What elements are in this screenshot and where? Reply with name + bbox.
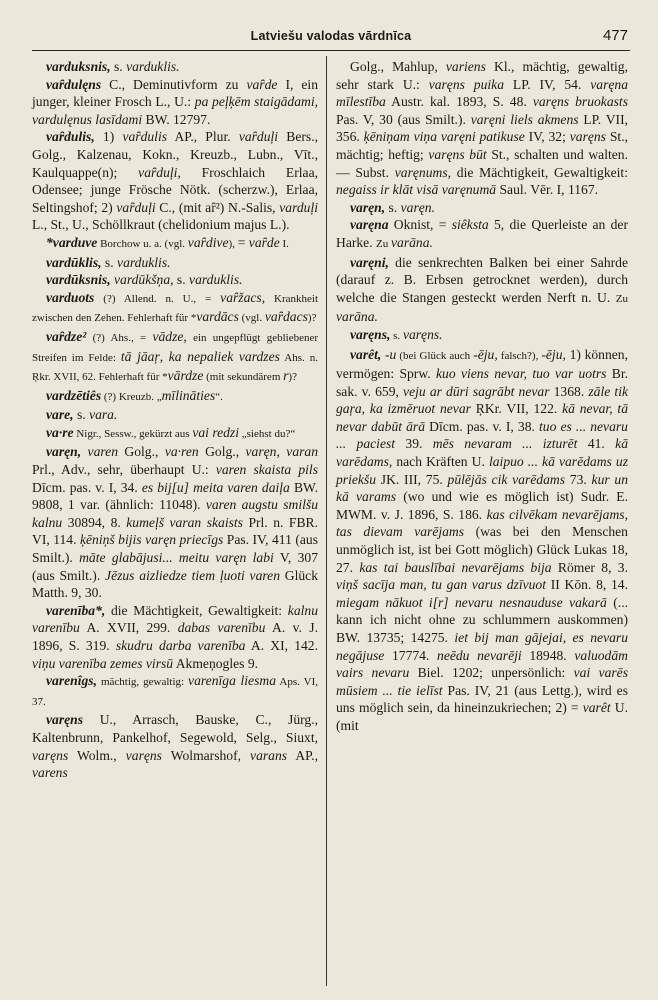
entry-text: BW. 12797. (142, 111, 211, 127)
example-text: kas tai bauslībai nevarējams bija (359, 559, 552, 575)
entry-text: Akmeņogles 9. (173, 655, 259, 671)
entry-text: Glück Matth. 9, 30. (32, 567, 319, 601)
example-text: zāle tik gaŗa, ka izmēruot nevar (336, 383, 628, 417)
entry-text: = (237, 234, 249, 250)
entry-text: L., St., U., Schöllkraut (chelidonium majus L.). (32, 217, 290, 233)
example-text: vai varēs mūsiem ... tie ielīst (336, 665, 629, 698)
dictionary-entry (32, 289, 318, 328)
dictionary-entry (32, 387, 318, 407)
dictionary-entry (336, 199, 628, 217)
entry-text: Prl., Adv., sehr, überhaupt U.: (32, 462, 216, 478)
entry-text: Br. sak. v. 659, (336, 366, 628, 399)
small-note: Ahs. n. Ŗkr. XVII, 62. Fehlerhaft für * (32, 351, 318, 384)
entry-text: BW. 9808, 1 var. (ähnlich: 11048). (32, 479, 319, 513)
small-note: )? (288, 371, 297, 384)
example-text: kur un kā varams (336, 471, 628, 505)
entry-text: Golg., (118, 444, 165, 460)
dictionary-entry (32, 672, 318, 711)
example-text: varêt (582, 700, 611, 716)
example-text: varen (87, 444, 118, 460)
headword: vaȓdulis, (46, 129, 95, 145)
example-text: negaiss ir klāt visā varęnumā (336, 182, 497, 198)
entry-text: Biel. 1202; unpersönlich: (409, 665, 574, 681)
example-text: vai redzi (192, 424, 240, 440)
small-note: Borchow u. a. (vgl. (97, 237, 188, 250)
entry-text: Wolmarshof, (161, 747, 251, 763)
example-text: variens (445, 59, 486, 74)
entry-text: AP., (287, 747, 318, 763)
entry-text: Wolm., (68, 747, 126, 763)
example-text: varenīga liesma (188, 673, 276, 689)
dictionary-entry (32, 406, 318, 424)
entry-text: ȓ² (211, 199, 220, 215)
entry-text: s. (385, 199, 401, 215)
small-note: ein ungepflügt gebliebener Streifen im Felde: (32, 331, 319, 364)
small-note: )? (307, 312, 317, 325)
entry-text: 39. (395, 436, 433, 452)
example-text: varduklis. (117, 254, 171, 270)
example-text: valuodām vairs nevaru (336, 647, 628, 681)
example-text: vardācs (196, 309, 239, 325)
small-note: mächtig, gewaltig: (96, 676, 189, 689)
entry-text: Froschlaich Erlaa, Odensee; junge Frösche Nötk. (scherzw.), Erlaa, Seltingshof; 2) (32, 164, 318, 215)
left-column (32, 58, 318, 782)
small-note: Zu (615, 292, 628, 305)
small-note: Aps. VI, 37. (32, 676, 318, 708)
example-text: kā nevar, tā nevar dabūt ārā (336, 401, 629, 434)
dictionary-entry (336, 346, 628, 735)
headword: vardzētiês (46, 387, 102, 403)
example-text: vaȓduļi (116, 199, 156, 215)
example-text: laipuo ... kā varēdams uz priekšu (336, 454, 628, 487)
entry-text: 18948. (521, 647, 575, 663)
example-text: varęni liels akmens (470, 111, 579, 127)
headword: varenîgs, (46, 673, 97, 689)
dictionary-entry (336, 58, 628, 199)
entry-text: (was bei den Menschen unmöglich ist, ist bei Gott möglich) Glück Lukas 18, 27. (336, 524, 628, 575)
entry-text: die Mächtigkeit, Gewaltigkeit: (451, 164, 628, 180)
headword: vare, (46, 407, 74, 423)
example-text: kā varēdams, (336, 436, 629, 470)
example-text: varans (250, 747, 288, 763)
entry-text: Dīcm. pas. v. I, 34. (32, 479, 142, 495)
example-text: kalnu varenību (32, 602, 318, 636)
dictionary-entry (336, 254, 628, 326)
example-text: varāna. (336, 309, 378, 325)
dictionary-entry (32, 128, 318, 234)
headword: vardūksnis, (46, 272, 111, 288)
example-text: Jēzus aizliedze tiem ļuoti varen (105, 567, 280, 583)
example-text: varęns (32, 747, 69, 763)
entry-text: AP., Plur. (167, 129, 239, 145)
dictionary-entry (32, 711, 318, 781)
example-text: varęns bruokasts (532, 94, 628, 110)
example-text: ķēniņam viņa varęni patikuse (363, 129, 525, 145)
example-text: varāna. (391, 234, 433, 250)
headword: vardūklis, (46, 254, 102, 270)
small-note: “. (215, 390, 223, 403)
example-text: viņš sacīja man, tu gan varus dzīvuot (336, 577, 547, 593)
entry-text: nach Kräften U. (392, 454, 489, 470)
example-text: siêksta (451, 217, 489, 233)
small-note: (mit sekundärem (203, 371, 284, 384)
entry-text: 73. (565, 471, 592, 487)
headword: varęna (350, 217, 389, 233)
entry-text: U., Arrasch, Bauske, C., Jürg., Kaltenbrunn, Pankelhof, Segewold, Selg., Siuxt, (32, 712, 318, 745)
small-note: Zu (376, 237, 391, 250)
example-text: varęns puika (428, 76, 505, 92)
example-text: pa peļķēm staigādami, vardulęnus lasīdami (32, 94, 319, 127)
dictionary-entry (32, 602, 318, 672)
dictionary-entry (32, 254, 318, 272)
example-text: varęna mīlestība (336, 76, 628, 110)
dictionary-entry (32, 271, 318, 289)
example-text: vardūkšņa, (114, 272, 174, 288)
entry-text: Kl., mächtig, gewaltig, sehr stark U.: (336, 59, 628, 92)
entry-text: V, 307 (aus Smilt.). (32, 550, 319, 583)
example-text: iet bij man gājejai, es nevaru negājuse (336, 630, 628, 663)
entry-text: ) N.-Salis, (219, 199, 280, 215)
small-note: „siehst du?“ (239, 427, 296, 440)
running-title: Latviešu valodas vārdnīca (250, 29, 412, 43)
entry-text: s. (73, 407, 90, 423)
entry-text: die Mächtigkeit, Gewaltigkeit: (105, 602, 288, 618)
small-note: Krankheit zwischen den Zehen. Fehlerhaft für * (32, 292, 319, 325)
headword: varduots (46, 289, 95, 305)
example-text: vādze, (152, 328, 187, 344)
entry-text: A. XVII, 299. (79, 620, 178, 636)
example-text: vaȓduļi, (138, 164, 181, 180)
entry-text: LP. IV, 54. (504, 76, 591, 92)
entry-text: Prl. n. FBR. VI, 114. (32, 514, 318, 548)
entry-text: Dīcm. pas. v. I, 38. (425, 418, 540, 434)
entry-text: 5, die Querleiste an der Harke. (336, 217, 628, 250)
headword: varęns, (350, 326, 391, 342)
example-text: viņu varenība zemes virsū (32, 655, 174, 671)
example-text: dabas varenību (177, 620, 266, 636)
entry-text: 1) können, vermögen: Sprw. (336, 346, 629, 382)
small-note: (?) Allend. n. U., = (94, 292, 221, 305)
example-text: māte glabājusi... meitu varęn labi (79, 550, 274, 566)
example-text: veju ar dūri sagrābt nevar (403, 383, 550, 399)
dictionary-entry (32, 424, 318, 444)
headword: vaȓdze² (46, 328, 87, 344)
example-text: mīlināties (161, 387, 216, 403)
entry-text: s. (101, 254, 118, 270)
example-text: vaȓdulis (122, 129, 168, 145)
headword: varenība*, (46, 602, 106, 618)
right-column (336, 58, 628, 735)
example-text: varens (32, 765, 68, 781)
small-note: (vgl. (238, 312, 265, 325)
example-text: vaȓdive (187, 234, 229, 250)
example-text: vaȓde (246, 76, 278, 92)
example-text: tā jāaŗ, ka nepaliek vardzes (120, 348, 280, 364)
entry-text: Pas. IV, 411 (aus Smilt.). (32, 532, 318, 566)
example-text: miegam nākuot i[r] nevaru nesnauduse vakarā (336, 594, 607, 610)
headword: varduksnis, (46, 59, 111, 74)
dictionary-entry (32, 443, 318, 601)
example-text: varen augstu smilšu kalnu (32, 497, 318, 530)
entry-text: St., schalten und walten. — Subst. (336, 146, 628, 180)
entry-text: A. XI, 142. (245, 638, 318, 653)
entry-text: JK. III, 75. (376, 471, 448, 487)
example-text: kumeļš varan skaists (126, 514, 243, 530)
entry-text: Golg., (198, 444, 246, 460)
headword: varęns (46, 712, 84, 728)
entry-text: s. (110, 59, 127, 74)
entry-text: Pas. IV, 21 (aus Lettg.), wird es uns möglich sein, da hineinzukriechen; 2) = (336, 682, 628, 716)
example-text: vara. (89, 407, 118, 423)
entry-text: 1) (94, 129, 123, 145)
example-text: varęns (569, 129, 606, 145)
small-note: (?) Ahs., = (86, 331, 153, 344)
page-number: 477 (602, 27, 628, 44)
example-text: skudru darba varenība (115, 638, 246, 653)
example-text: varęns (125, 747, 162, 763)
headword: varêt, (350, 346, 382, 362)
small-note: falsch?), (497, 349, 542, 362)
example-text: -u (385, 346, 397, 362)
dictionary-entry (336, 326, 628, 346)
entry-text: St., mächtig; heftig; (336, 129, 628, 162)
column-divider (326, 56, 327, 986)
headword: va·re (46, 424, 74, 440)
entry-text: Saul. Vēr. I, 1167. (496, 182, 599, 198)
entry-text: (... kann ich nicht ohne zu schlummern auskommen) BW. 13735; 14275. (336, 594, 628, 645)
example-text: vaȓduļi (238, 129, 279, 145)
example-text: vaȓžacs, (220, 289, 266, 305)
entry-text: IV, 32; (524, 129, 570, 145)
entry-text: 1368. (549, 383, 589, 399)
page-header (32, 26, 630, 51)
small-note: Nigr., Sessw., gekürzt aus (73, 427, 193, 440)
entry-text: Golg., Mahlup, (350, 59, 446, 74)
example-text: varęns būt (428, 146, 487, 162)
small-note: s. (390, 329, 403, 342)
example-text: -ēju, (541, 346, 566, 362)
example-text: kas cilvēkam nevarējams, tas dievam varējams (336, 506, 628, 540)
dictionary-entry (32, 328, 318, 387)
entry-text: Pas. V, 30 (aus Smilt.). (336, 111, 471, 127)
example-text: vaȓdacs (264, 309, 308, 325)
entry-text: U. (mit (336, 700, 628, 733)
headword: varęn, (350, 199, 386, 215)
entry-text: 17774. (384, 647, 438, 663)
example-text: varen skaista pils (215, 462, 318, 478)
headword: varęn, (46, 444, 82, 460)
entry-text: C., Deminutivform zu (101, 76, 247, 92)
small-note: (bei Glück auch (396, 349, 474, 362)
small-note: I. (279, 237, 289, 250)
entry-text: s. (173, 272, 190, 288)
example-text: varęn, varan (245, 444, 318, 460)
dictionary-entry (32, 234, 318, 254)
small-note: (?) Kreuzb. „ (101, 390, 162, 403)
entry-text: ŖKr. VII, 122. (470, 401, 563, 417)
entry-text: 30894, 8. (62, 514, 127, 530)
entry-text: C., (mit a (155, 199, 212, 215)
example-text: varduklis. (126, 59, 180, 74)
dictionary-entry (32, 58, 318, 76)
example-text: varęns. (402, 326, 443, 342)
entry-text: Römer 8, 3. (551, 559, 629, 575)
entry-text: (wo und wie es möglich ist) Sudr. E. MWM. v. J. 1896, S. 186. (336, 489, 628, 522)
headword: varęni, (350, 254, 389, 270)
entry-text: Oknist, = (388, 217, 452, 233)
entry-text: 41. (577, 436, 616, 452)
entry-text: die senkrechten Balken bei einer Sahrde (darauf z. B. Erbsen getrocknet werden), durch welche die Stangen gesteckt werden Nerft n. U. (336, 254, 628, 305)
entry-text: Bers., Golg., Kalzenau, Kokn., Kreuzb., Lubn., Vīt., Kaulquappe(n); (32, 129, 318, 180)
example-text: mēs nevaram ... izturēt (432, 436, 578, 452)
example-text: varęn. (400, 199, 435, 215)
example-text: ķēniņš bijis varęn priecīgs (79, 532, 224, 548)
example-text: neēdu nevarēji (437, 647, 522, 663)
headword: vaȓdulęns (46, 76, 102, 92)
example-text: varęnums, (394, 164, 452, 180)
small-note: ), (228, 237, 238, 250)
entry-text: LP. VII, 356. (336, 111, 628, 145)
example-text: -ēju, (473, 346, 498, 362)
example-text: es bij[u] meita varen daiļa (141, 479, 290, 495)
example-text: varduļi (279, 199, 318, 215)
example-text: r (283, 368, 289, 384)
example-text: pūlējās cik varēdams (447, 471, 566, 487)
example-text: vaȓde (248, 234, 280, 250)
dictionary-entry (32, 76, 318, 129)
entry-text: II Kōn. 8, 14. (546, 577, 628, 593)
dictionary-entry (336, 216, 628, 253)
entry-text: I, ein junger, kleiner Frosch L., U.: (32, 76, 318, 110)
example-text: kuo viens nevar, tuo var uotrs (436, 366, 607, 382)
entry-text: A. v. J. 1896, S. 319. (32, 620, 318, 653)
headword: *varduve (46, 234, 98, 250)
example-text: vārdze (167, 368, 204, 384)
example-text: tuo es ... nevaru ... paciest (336, 418, 628, 452)
entry-text: Austr. kal. 1893, S. 48. (385, 94, 533, 110)
example-text: varduklis. (189, 272, 243, 288)
example-text: va·ren (164, 444, 199, 460)
